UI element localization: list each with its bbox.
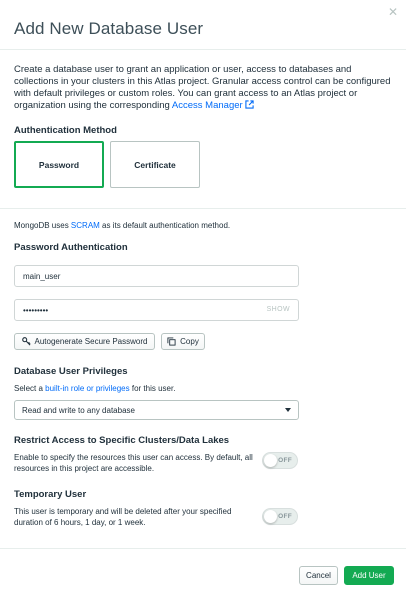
auth-method-heading: Authentication Method <box>14 125 117 136</box>
note-text: MongoDB uses <box>14 221 71 230</box>
divider <box>0 208 406 209</box>
role-select-value: Read and write to any database <box>22 405 135 415</box>
close-icon[interactable]: ✕ <box>387 5 398 19</box>
intro-text <box>14 64 394 113</box>
caret-down-icon <box>285 408 291 412</box>
password-auth-heading: Password Authentication <box>14 242 128 253</box>
autogenerate-label: Autogenerate Secure Password <box>34 337 148 346</box>
toggle-knob <box>264 454 277 467</box>
header-divider <box>0 49 406 50</box>
show-password-button[interactable]: SHOW <box>266 306 290 313</box>
key-icon <box>22 337 31 346</box>
password-input[interactable] <box>14 299 299 321</box>
dialog-title: Add New Database User <box>14 19 204 38</box>
footer-divider <box>0 548 406 549</box>
temporary-user-toggle[interactable] <box>262 508 298 525</box>
add-user-button[interactable]: Add User <box>344 566 394 585</box>
toggle-state-label: OFF <box>278 513 292 520</box>
auth-option-password[interactable] <box>14 141 104 188</box>
scram-link[interactable]: SCRAM <box>70 221 100 230</box>
copy-button[interactable] <box>161 333 205 350</box>
external-link-icon[interactable] <box>245 100 254 113</box>
scram-note <box>14 220 230 231</box>
copy-label: Copy <box>180 337 199 346</box>
auth-option-label: Certificate <box>134 159 176 170</box>
cancel-button[interactable]: Cancel <box>299 566 338 585</box>
temporary-user-heading: Temporary User <box>14 489 87 500</box>
temporary-user-text: This user is temporary and will be deleted after your specified duration of 6 hours, 1 day, or 1 week. <box>14 507 232 527</box>
username-input[interactable] <box>14 265 299 287</box>
auth-option-label: Password <box>38 159 80 170</box>
copy-icon <box>167 337 176 346</box>
autogenerate-password-button[interactable] <box>14 333 155 350</box>
access-manager-link[interactable]: Access Manager <box>171 100 243 111</box>
toggle-knob <box>264 510 277 523</box>
role-select[interactable] <box>14 400 299 420</box>
privileges-heading: Database User Privileges <box>14 366 128 377</box>
auth-option-certificate[interactable] <box>110 141 200 188</box>
password-value: ••••••••• <box>23 305 49 315</box>
restrict-access-toggle[interactable] <box>262 452 298 469</box>
privileges-note <box>14 383 175 394</box>
restrict-access-text: Enable to specify the resources this user can access. By default, all resources in this project are accessible. <box>14 453 253 473</box>
restrict-access-heading: Restrict Access to Specific Clusters/Data Lakes <box>14 435 230 446</box>
built-in-role-link[interactable]: built-in role or privileges <box>45 384 130 393</box>
toggle-state-label: OFF <box>278 457 292 464</box>
intro-body: Create a database user to grant an application or user, access to databases and collections in your clusters in this Atlas project. Granular access control can be configured with default privileges or custom roles. You can grant access to an Atlas project or organization using the corresponding <box>14 64 391 111</box>
note-text: for this user. <box>129 384 176 393</box>
note-text: as its default authentication method. <box>99 221 231 230</box>
note-text: Select a <box>14 384 46 393</box>
username-value: main_user <box>23 271 61 281</box>
